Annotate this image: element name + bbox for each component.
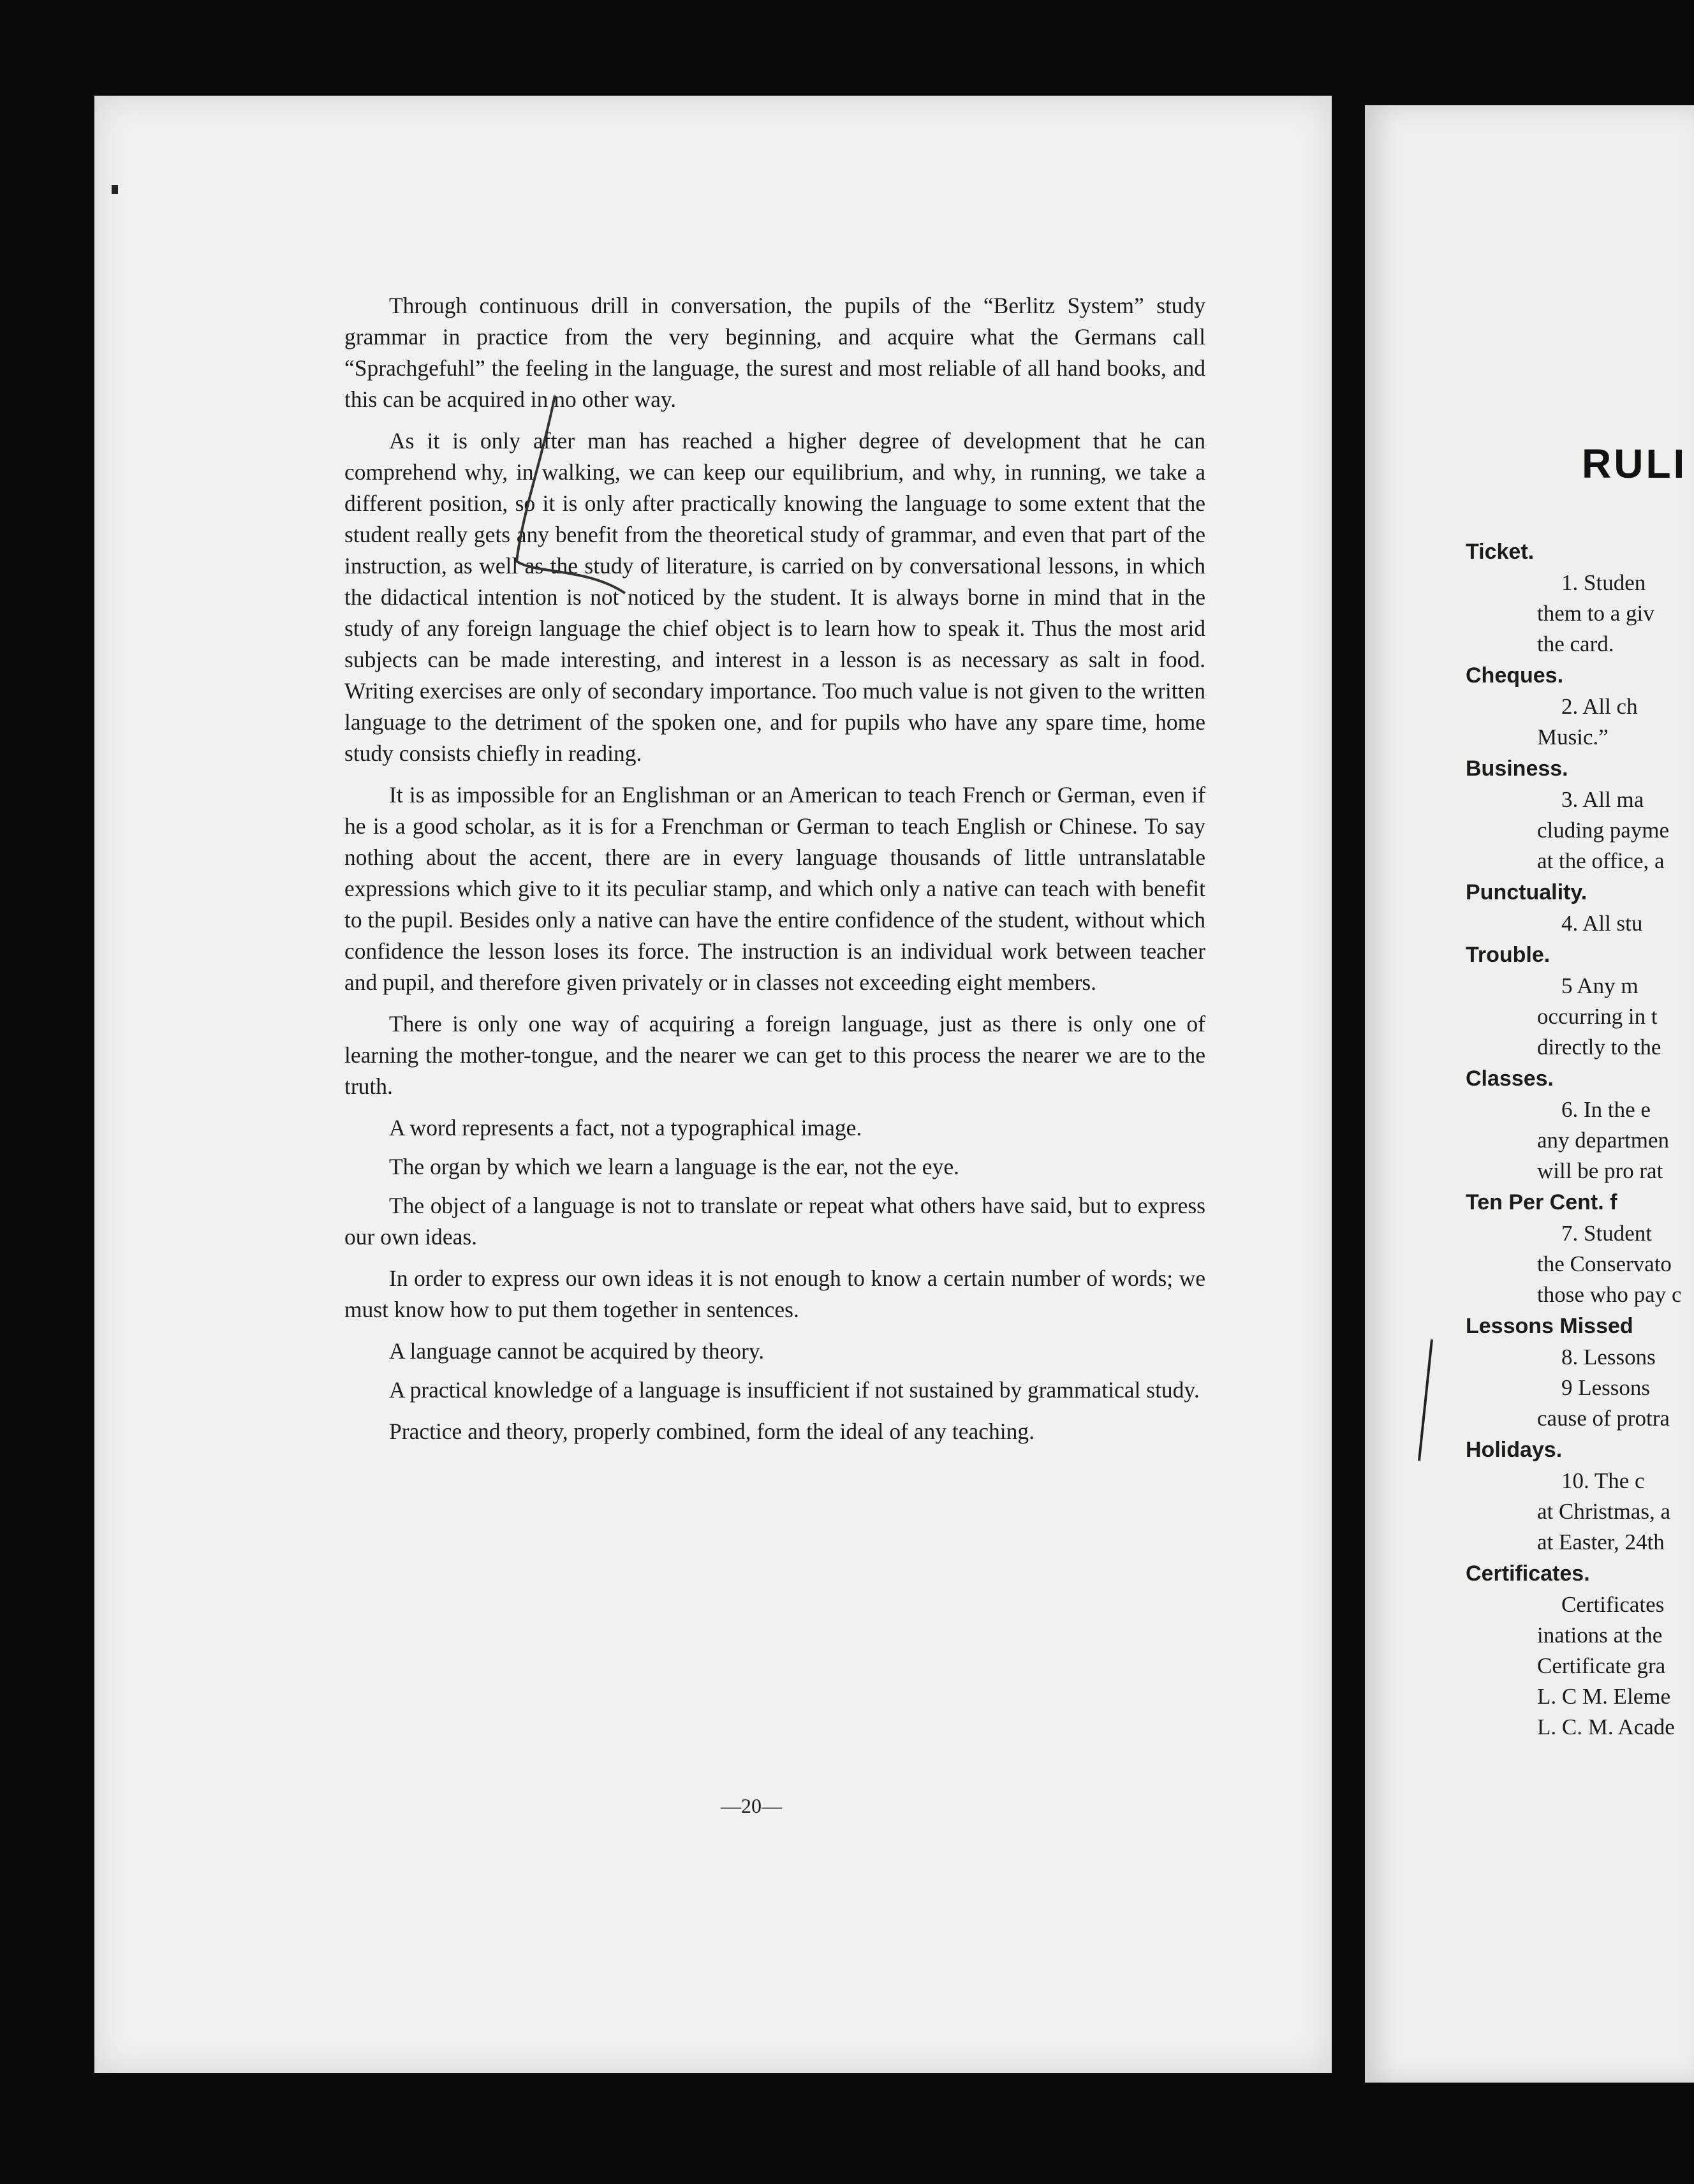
- paragraph: As it is only after man has reached a higher degree of development that he can comprehend why, in walking, we can keep our equilibrium, and why, in running, we take a different position, so it is only after practically knowing the language to some extent that the student really gets any benefit from the theoretical study of grammar, and even that part of the instruction, as well as the study of literature, is carried on by conversational lessons, in which the didactical intention is not noticed by the student. It is always borne in mind that in the study of any foreign language the chief object is to learn how to speak it. Thus the most arid subjects can be made interesting, and interest in a lesson is as necessary as salt in food. Writing exercises are only of secondary importance. Too much value is not given to the written language to the detriment of the spoken one, and for pupils who have any spare time, home study consists chiefly in reading.: [344, 428, 1205, 766]
- rule-line: Certificate gra: [1537, 1653, 1666, 1678]
- margin-line-icon: [1416, 1336, 1435, 1464]
- rule-line: occurring in t: [1537, 1004, 1658, 1029]
- rule-line: directly to the: [1537, 1035, 1661, 1059]
- rule-heading: Business.: [1466, 756, 1568, 781]
- rule-heading: Cheques.: [1466, 663, 1564, 688]
- paragraph: Through continuous drill in conversation, the pupils of the “Berlitz System” study grammar in practice from the very beginning, and acquire what the Germans call “Sprachgefuhl” the feeling in the language, the surest and most reliable of all hand books, and this can be acquired in no other way.: [344, 293, 1205, 412]
- pencil-mark-icon: [497, 383, 663, 600]
- rule-line: 5 Any m: [1561, 973, 1639, 998]
- rule-heading: Certificates.: [1466, 1561, 1590, 1586]
- rule-heading: Punctuality.: [1466, 880, 1587, 904]
- rule-line: L. C M. Eleme: [1537, 1684, 1670, 1709]
- rule-line: them to a giv: [1537, 601, 1654, 626]
- rule-line: the card.: [1537, 631, 1614, 656]
- rule-heading: Ten Per Cent. f: [1466, 1190, 1617, 1214]
- rule-line: Music.”: [1537, 725, 1609, 749]
- rule-line: 9 Lessons: [1561, 1375, 1651, 1400]
- rule-line: cluding payme: [1537, 818, 1670, 843]
- rule-line: 4. All stu: [1561, 911, 1643, 936]
- paragraph: A word represents a fact, not a typographical image.: [389, 1115, 862, 1140]
- rule-line: at the office, a: [1537, 848, 1665, 873]
- rule-line: any departmen: [1537, 1128, 1669, 1153]
- rule-line: 2. All ch: [1561, 694, 1638, 719]
- paragraph: The object of a language is not to translate or repeat what others have said, but to express our own ideas.: [344, 1193, 1205, 1250]
- paragraph: It is as impossible for an Englishman or an American to teach French or German, even if he is a good scholar, as it is for a Frenchman or German to teach English or Chinese. To say nothing about the accent, there are in every language thousands of little untranslatable expressions which give to it its peculiar stamp, and which only a native can teach with benefit to the pupil. Besides only a native can have the entire confidence of the student, without which confidence the lesson loses its force. The instruction is an individual work between teacher and pupil, and therefore given privately or in classes not exceeding eight members.: [344, 782, 1205, 995]
- rule-line: cause of protra: [1537, 1406, 1670, 1431]
- rule-heading: Ticket.: [1466, 540, 1535, 564]
- rule-line: 8. Lessons: [1561, 1345, 1656, 1369]
- paragraph: A practical knowledge of a language is insufficient if not sustained by grammatical study.: [389, 1377, 1200, 1403]
- rule-heading: Trouble.: [1466, 943, 1550, 967]
- paragraph: The organ by which we learn a language is the ear, not the eye.: [389, 1154, 959, 1179]
- rule-heading: Holidays.: [1466, 1438, 1563, 1462]
- rule-line: at Easter, 24th: [1537, 1530, 1665, 1554]
- rule-line: 3. All ma: [1561, 787, 1644, 812]
- rule-line: 7. Student: [1561, 1221, 1652, 1246]
- paragraph: A language cannot be acquired by theory.: [389, 1338, 765, 1364]
- page-number: —20—: [721, 1794, 782, 1817]
- rule-heading: Classes.: [1466, 1066, 1554, 1091]
- rule-line: inations at the: [1537, 1623, 1663, 1648]
- paragraph: There is only one way of acquiring a foreign language, just as there is only one of learning the mother-tongue, and the nearer we can get to this process the nearer we are to the truth.: [344, 1011, 1205, 1099]
- rules-column: [1466, 536, 1694, 1743]
- paragraph: Practice and theory, properly combined, form the ideal of any teaching.: [389, 1419, 1035, 1444]
- body-text: [344, 290, 1205, 1457]
- rule-line: those who pay c: [1537, 1282, 1682, 1307]
- rule-line: will be pro rat: [1537, 1158, 1663, 1183]
- paragraph: In order to express our own ideas it is not enough to know a certain number of words; we must know how to put them together in sentences.: [344, 1265, 1205, 1322]
- rules-title: RULI: [1582, 441, 1688, 487]
- rule-line: Certificates: [1561, 1592, 1665, 1617]
- rule-line: the Conservato: [1537, 1251, 1672, 1276]
- rule-line: 6. In the e: [1561, 1097, 1651, 1122]
- rule-line: at Christmas, a: [1537, 1499, 1670, 1524]
- rule-line: 10. The c: [1561, 1468, 1645, 1493]
- rule-line: 1. Studen: [1561, 570, 1646, 595]
- rule-heading: Lessons Missed: [1466, 1314, 1633, 1338]
- speck-icon: [112, 185, 118, 194]
- rule-line: L. C. M. Acade: [1537, 1715, 1675, 1739]
